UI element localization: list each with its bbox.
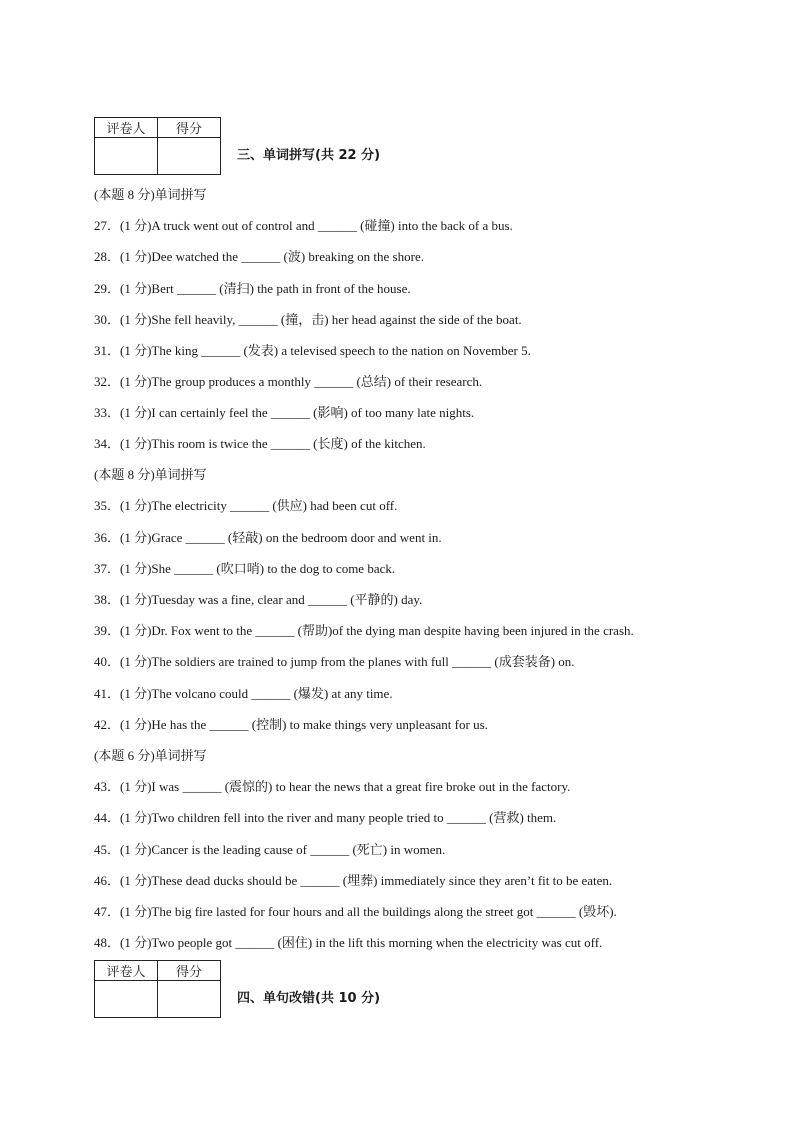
question-item: 33．(1 分)I can certainly feel the ______ (影响) of too many late nights. <box>94 405 475 420</box>
question-item: 29．(1 分)Bert ______ (清扫) the path in front of the house. <box>94 281 411 296</box>
question-item: 28．(1 分)Dee watched the ______ (波) breaking on the shore. <box>94 249 424 264</box>
score-cell[interactable] <box>158 138 221 175</box>
question-item: 31．(1 分)The king ______ (发表) a televised speech to the nation on November 5. <box>94 343 531 358</box>
question-item: 41．(1 分)The volcano could ______ (爆发) at any time. <box>94 686 393 701</box>
score-cell[interactable] <box>158 981 221 1018</box>
score-header: 得分 <box>158 961 221 981</box>
grader-cell[interactable] <box>95 981 158 1018</box>
question-item: 35．(1 分)The electricity ______ (供应) had been cut off. <box>94 498 398 513</box>
sub-section-heading: (本题 8 分)单词拼写 <box>94 467 207 482</box>
question-item: 36．(1 分)Grace ______ (轻敲) on the bedroom door and went in. <box>94 530 442 545</box>
grader-header: 评卷人 <box>95 961 158 981</box>
sub-section-heading: (本题 8 分)单词拼写 <box>94 187 207 202</box>
question-item: 46．(1 分)These dead ducks should be ______ (埋葬) immediately since they aren’t fit to be eaten. <box>94 873 613 888</box>
question-item: 34．(1 分)This room is twice the ______ (长度) of the kitchen. <box>94 436 426 451</box>
question-item: 40．(1 分)The soldiers are trained to jump from the planes with full ______ (成套装备) on. <box>94 654 575 669</box>
question-item: 30．(1 分)She fell heavily, ______ (撞，击) her head against the side of the boat. <box>94 312 522 327</box>
question-item: 45．(1 分)Cancer is the leading cause of ______ (死亡) in women. <box>94 842 446 857</box>
grader-score-table <box>94 117 221 175</box>
score-header: 得分 <box>158 118 221 138</box>
question-item: 32．(1 分)The group produces a monthly ______ (总结) of their research. <box>94 374 483 389</box>
grader-cell[interactable] <box>95 138 158 175</box>
grader-score-table <box>94 960 221 1018</box>
question-item: 27．(1 分)A truck went out of control and ______ (碰撞) into the back of a bus. <box>94 218 513 233</box>
question-item: 39．(1 分)Dr. Fox went to the ______ (帮助)of the dying man despite having been injured in the crash. <box>94 623 634 638</box>
question-item: 43．(1 分)I was ______ (震惊的) to hear the news that a great fire broke out in the factory. <box>94 779 571 794</box>
question-item: 37．(1 分)She ______ (吹口哨) to the dog to come back. <box>94 561 396 576</box>
sub-section-heading: (本题 6 分)单词拼写 <box>94 748 207 763</box>
question-item: 47．(1 分)The big fire lasted for four hours and all the buildings along the street got ______ (毁坏). <box>94 904 617 919</box>
section-title: 四、单句改错(共 10 分) <box>237 990 381 1006</box>
question-item: 38．(1 分)Tuesday was a fine, clear and ______ (平静的) day. <box>94 592 423 607</box>
score-box-section <box>94 117 380 175</box>
question-item: 42．(1 分)He has the ______ (控制) to make things very unpleasant for us. <box>94 717 488 732</box>
score-box-section <box>94 960 380 1018</box>
question-item: 48．(1 分)Two people got ______ (困住) in the lift this morning when the electricity was cut off. <box>94 935 603 950</box>
grader-header: 评卷人 <box>95 118 158 138</box>
section-title: 三、单词拼写(共 22 分) <box>237 147 381 163</box>
question-item: 44．(1 分)Two children fell into the river and many people tried to ______ (营救) them. <box>94 810 557 825</box>
